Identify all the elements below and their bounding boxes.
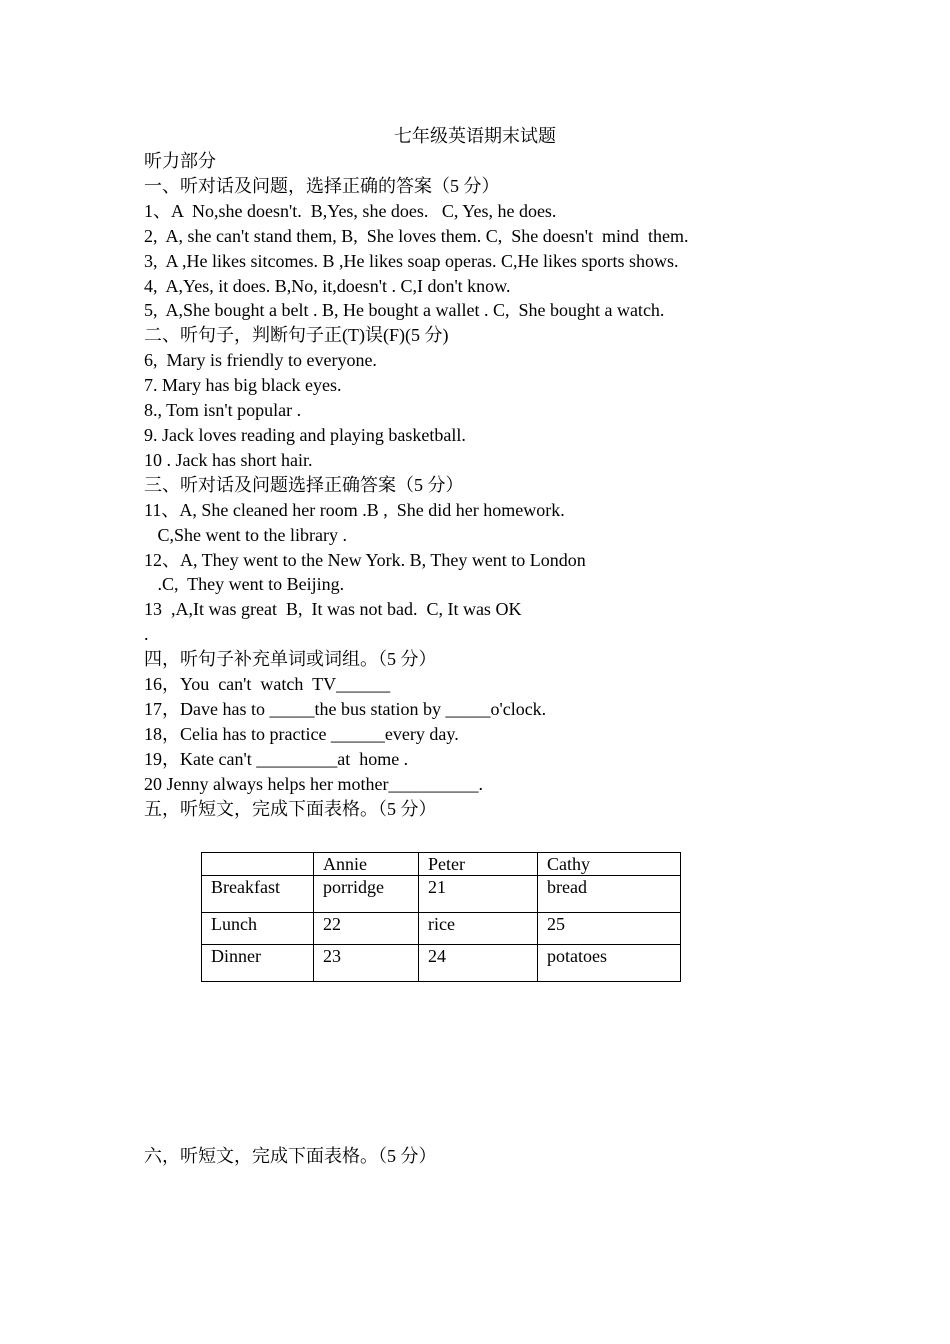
question-12-continued: .C, They went to Beijing. [144,574,345,595]
section-heading-3: 三、听对话及问题选择正确答案（5 分） [144,474,464,495]
table-row [202,853,681,876]
table-header-cell: Annie [314,853,419,876]
table-row-label: Lunch [202,913,314,945]
question-20: 20 Jenny always helps her mother__________. [144,773,483,794]
question-6: 6, Mary is friendly to everyone. [144,350,377,371]
question-8: 8., Tom isn't popular . [144,400,302,421]
question-13: 13 ,A,It was great B, It was not bad. C, It was OK [144,599,522,620]
question-4: 4, A,Yes, it does. B,No, it,doesn't . C,I don't know. [144,275,511,296]
table-cell: rice [419,913,538,945]
question-2: 2, A, she can't stand them, B, She loves them. C, She doesn't mind them. [144,225,689,246]
page-title: 七年级英语期末试题 [394,126,556,146]
question-3: 3, A ,He likes sitcomes. B ,He likes soap operas. C,He likes sports shows. [144,250,679,271]
table-header-cell: Cathy [538,853,681,876]
table-cell: 24 [419,945,538,982]
question-7: 7. Mary has big black eyes. [144,375,342,396]
table-cell: 23 [314,945,419,982]
meal-table [201,852,681,982]
section-label-listening: 听力部分 [144,151,216,171]
exam-body [144,149,844,821]
table-cell: bread [538,876,681,913]
question-16: 16，You can't watch TV______ [144,674,391,695]
table-cell: porridge [314,876,419,913]
question-5: 5, A,She bought a belt . B, He bought a wallet . C, She bought a watch. [144,300,665,321]
table-row [202,913,681,945]
table-cell: 25 [538,913,681,945]
question-19: 19，Kate can't _________at home . [144,748,409,769]
question-17: 17，Dave has to _____the bus station by _____o'clock. [144,698,547,719]
table-cell: 21 [419,876,538,913]
question-10: 10 . Jack has short hair. [144,449,313,470]
question-18: 18，Celia has to practice ______every day. [144,723,459,744]
question-12: 12、A, They went to the New York. B, They went to London [144,549,586,570]
section-heading-1: 一、听对话及问题，选择正确的答案（5 分） [144,175,500,196]
question-9: 9. Jack loves reading and playing basketball. [144,424,466,445]
section-heading-6: 六，听短文，完成下面表格。（5 分） [144,1146,437,1166]
table-row-label: Breakfast [202,876,314,913]
table-row [202,876,681,913]
meal-table-wrapper [201,852,681,982]
table-header-cell: Peter [419,853,538,876]
table-cell: potatoes [538,945,681,982]
table-cell [202,853,314,876]
section-heading-4: 四，听句子补充单词或词组。（5 分） [144,649,437,670]
table-row [202,945,681,982]
table-cell: 22 [314,913,419,945]
question-13-continued: . [144,624,149,645]
question-11: 11、A, She cleaned her room .B , She did her homework. [144,499,565,520]
section-heading-5: 五，听短文，完成下面表格。（5 分） [144,798,437,819]
table-row-label: Dinner [202,945,314,982]
section-heading-2: 二、听句子，判断句子正(T)误(F)(5 分) [144,325,449,346]
question-11-continued: C,She went to the library . [144,524,347,545]
question-1: 1、A No,she doesn't. B,Yes, she does. C, Yes, he does. [144,200,557,221]
